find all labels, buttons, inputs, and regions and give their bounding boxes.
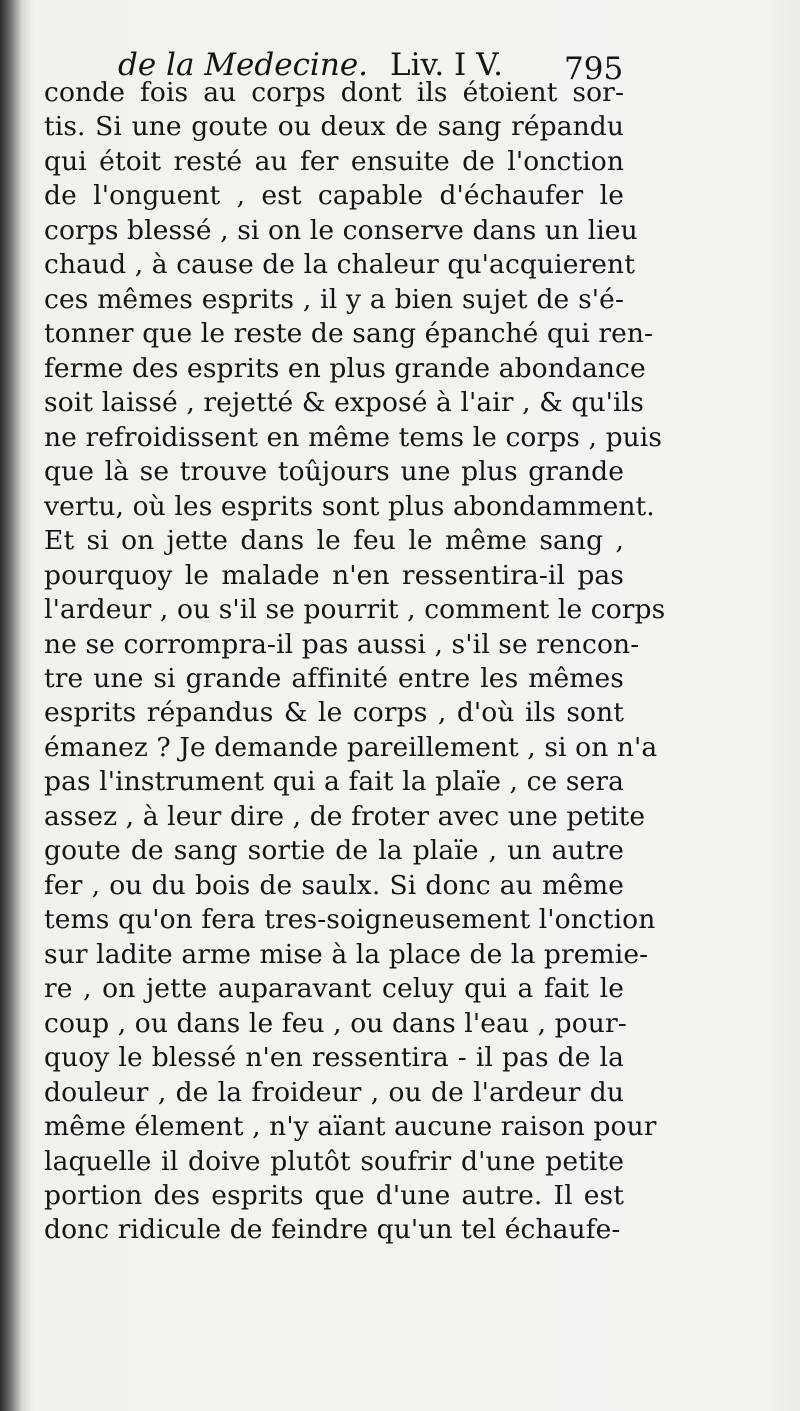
- text-line: donc ridicule de feindre qu'un tel échaufe-: [44, 1214, 621, 1246]
- text-line: portion des esprits que d'une autre. Il est: [44, 1180, 624, 1211]
- text-line: assez , à leur dire , de froter avec une petite: [44, 800, 646, 832]
- text-line: vertu, où les esprits sont plus abondamment.: [44, 490, 655, 522]
- running-title: de la Medecine.: [118, 47, 369, 83]
- text-line: quoy le blessé n'en ressentira - il pas de la: [44, 1042, 624, 1074]
- text-line: re , on jette auparavant celuy qui a fait le: [44, 973, 624, 1005]
- text-line: goute de sang sortie de la plaïe , un autre: [44, 835, 624, 867]
- text-line: même élement , n'y aïant aucune raison pour: [44, 1111, 657, 1143]
- text-line: tre une si grande affinité entre les mêmes: [44, 662, 624, 694]
- text-line: sur ladite arme mise à la place de la premie-: [44, 938, 649, 970]
- text-line: ces mêmes esprits , il y a bien sujet de s'é-: [44, 283, 624, 315]
- text-line: coup , ou dans le feu , ou dans l'eau , pour-: [44, 1007, 627, 1039]
- text-line: conde fois au corps dont ils étoient sor-: [44, 77, 624, 108]
- body-text: [44, 76, 666, 1248]
- text-line: tems qu'on fera tres-soigneusement l'onction: [44, 904, 656, 936]
- text-line: pourquoy le malade n'en ressentira-il pas: [44, 559, 624, 591]
- text-line: tis. Si une goute ou deux de sang répandu: [44, 111, 624, 143]
- text-line: fer , ou du bois de saulx. Si donc au même: [44, 869, 624, 901]
- text-line: ne se corrompra-il pas aussi , s'il se rencon-: [44, 628, 640, 660]
- text-line: qui étoit resté au fer ensuite de l'onction: [44, 145, 624, 177]
- text-line: ne refroidissent en même tems le corps , puis: [44, 421, 663, 453]
- text-line: esprits répandus & le corps , d'où ils sont: [44, 697, 624, 729]
- text-line: Et si on jette dans le feu le même sang ,: [44, 525, 624, 557]
- text-line: chaud , à cause de la chaleur qu'acquierent: [44, 249, 635, 281]
- page-number: 795: [564, 51, 624, 87]
- text-line: que là se trouve toûjours une plus grande: [44, 456, 624, 488]
- text-line: pas l'instrument qui a fait la plaïe , ce sera: [44, 766, 624, 798]
- text-line: l'ardeur , ou s'il se pourrit , comment le corps: [44, 594, 666, 626]
- text-line: laquelle il doive plutôt soufrir d'une petite: [44, 1145, 624, 1177]
- text-line: émanez ? Je demande pareillement , si on n'a: [44, 731, 658, 763]
- book-number: Liv. I V.: [390, 47, 503, 83]
- text-line: tonner que le reste de sang épanché qui ren-: [44, 318, 654, 350]
- text-line: corps blessé , si on le conserve dans un lieu: [44, 214, 638, 246]
- text-line: soit laissé , rejetté & exposé à l'air , & qu'ils: [44, 387, 644, 419]
- text-line: de l'onguent , est capable d'échaufer le: [44, 180, 624, 212]
- text-line: douleur , de la froideur , ou de l'ardeur du: [44, 1076, 624, 1108]
- text-line: ferme des esprits en plus grande abondance: [44, 352, 646, 384]
